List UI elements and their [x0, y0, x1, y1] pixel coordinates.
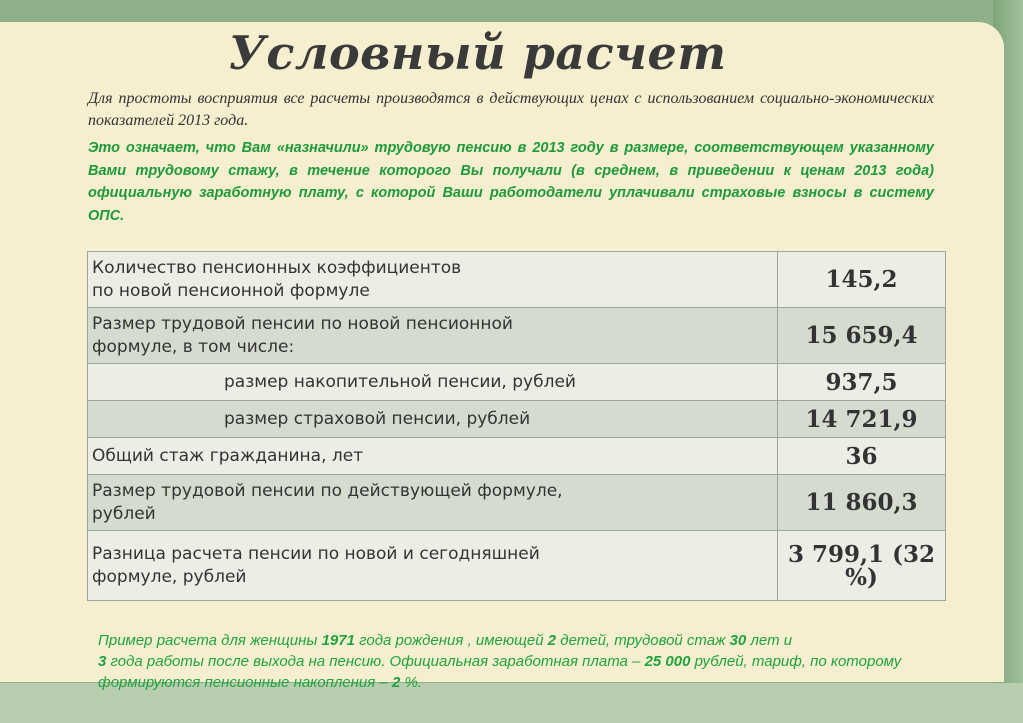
table-row [88, 475, 946, 531]
row-label-line1: Размер трудовой пенсии по действующей формуле, [92, 480, 563, 501]
row-label-line2: формуле, в том числе: [92, 336, 295, 357]
row-label-line1: Размер трудовой пенсии по новой пенсионной [92, 313, 513, 334]
row-value: 3 799,1 (32 %) [778, 531, 946, 601]
table-row [88, 364, 946, 401]
row-label [88, 252, 778, 308]
row-label-line2: формуле, рублей [92, 566, 247, 587]
row-label [88, 438, 778, 475]
row-label [88, 475, 778, 531]
row-label-line1: размер страховой пенсии, рублей [224, 408, 531, 429]
slide-title: Условный расчет [228, 26, 727, 80]
row-value: 14 721,9 [778, 401, 946, 438]
example-text: Пример расчета для женщины 1971 года рождения , имеющей 2 детей, трудовой стаж 30 лет и 3 года работы после выхода на пенсию. Официальная заработная плата – 25 000 рублей, тариф, по которому формируются пенсионные накопления – 2 %. [98, 632, 902, 691]
row-label [88, 401, 778, 438]
row-value: 145,2 [778, 252, 946, 308]
table-row [88, 401, 946, 438]
calculation-table [87, 251, 946, 601]
row-value: 36 [778, 438, 946, 475]
row-label-line2: по новой пенсионной формуле [92, 280, 370, 301]
green-note: Это означает, что Вам «назначили» трудовую пенсию в 2013 году в размере, соответствующем указанному Вами трудовому стажу, в течение которого Вы получали (в среднем, в приведении к ценам 2013 года) официальную заработную плату, с которой Ваши работодатели уплачивали страховые взносы в систему ОПС. [88, 140, 934, 224]
row-value: 937,5 [778, 364, 946, 401]
table-row [88, 438, 946, 475]
row-label-line2: рублей [92, 503, 156, 524]
row-label [88, 364, 778, 401]
row-label-line1: Количество пенсионных коэффициентов [92, 257, 462, 278]
table-row [88, 308, 946, 364]
table-row [88, 531, 946, 601]
row-label-line1: Общий стаж гражданина, лет [92, 445, 364, 466]
row-label-line1: Разница расчета пенсии по новой и сегодняшней [92, 543, 540, 564]
intro-text: Для простоты восприятия все расчеты производятся в действующих ценах с использованием социально-экономических показателей 2013 года. [88, 90, 934, 129]
row-label-line1: размер накопительной пенсии, рублей [224, 371, 576, 392]
row-value: 15 659,4 [778, 308, 946, 364]
table-row [88, 252, 946, 308]
row-value: 11 860,3 [778, 475, 946, 531]
row-label [88, 531, 778, 601]
row-label [88, 308, 778, 364]
